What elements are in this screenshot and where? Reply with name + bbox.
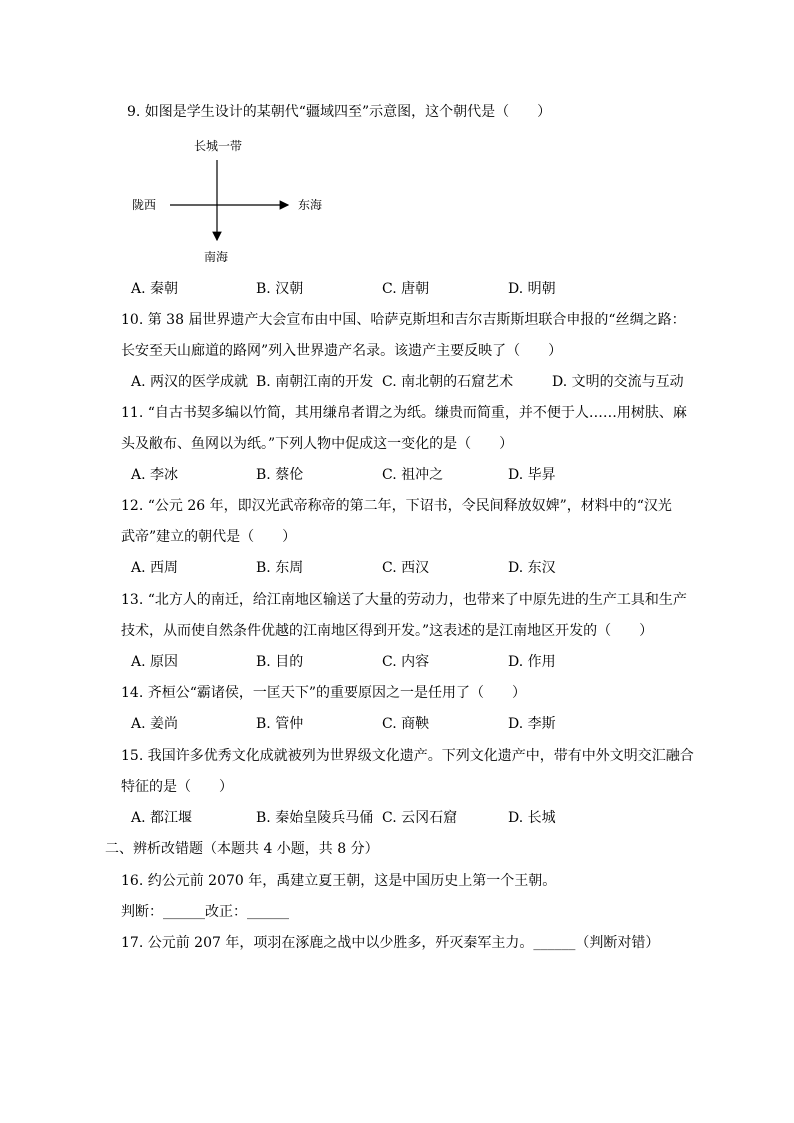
q12-stem-line1: 12. “公元 26 年，即汉光武帝称帝的第二年，下诏书，令民间释放奴婢”，材料中的“汉光 — [121, 498, 672, 514]
q13-option-b: B. 目的 — [256, 654, 304, 670]
q9-option-b: B. 汉朝 — [256, 281, 304, 297]
q13-stem-line1: 13. “北方人的南迁，给江南地区输送了大量的劳动力，也带来了中原先进的生产工具和生产 — [121, 592, 687, 608]
q12-stem-line2: 武帝”建立的朝代是（ ） — [121, 529, 297, 545]
q9-option-c: C. 唐朝 — [382, 281, 430, 297]
q9-option-a: A. 秦朝 — [131, 281, 179, 297]
q10-stem-line1: 10. 第 38 届世界遗产大会宣布由中国、哈萨克斯坦和吉尔吉斯斯坦联合申报的“丝绸之路： — [121, 312, 686, 328]
q16-stem: 16. 约公元前 2070 年，禹建立夏王朝，这是中国历史上第一个王朝。 — [121, 873, 557, 889]
q15-option-b: B. 秦始皇陵兵马俑 — [256, 810, 374, 826]
q14-option-d: D. 李斯 — [508, 716, 556, 732]
label-west: 陇西 — [132, 198, 157, 212]
q13-option-c: C. 内容 — [382, 654, 430, 670]
q9-option-d: D. 明朝 — [508, 281, 556, 297]
q14-option-a: A. 姜尚 — [131, 716, 179, 732]
label-east: 东海 — [298, 198, 323, 212]
q12-option-d: D. 东汉 — [508, 560, 556, 576]
q12-option-a: A. 西周 — [131, 560, 179, 576]
q11-stem-line1: 11. “自古书契多编以竹简，其用缣帛者谓之为纸。缣贵而简重，并不便于人……用树肤、麻 — [121, 405, 687, 421]
q15-stem-line2: 特征的是（ ） — [121, 779, 233, 795]
q12-option-b: B. 东周 — [256, 560, 304, 576]
label-north: 长城一带 — [194, 139, 243, 153]
direction-arrows — [0, 0, 794, 300]
q12-option-c: C. 西汉 — [382, 560, 430, 576]
q10-stem-line2: 长安至天山廊道的路网”列入世界遗产名录。该遗产主要反映了（ ） — [121, 343, 563, 359]
q15-option-c: C. 云冈石窟 — [382, 810, 458, 826]
q11-option-c: C. 祖冲之 — [382, 467, 444, 483]
q10-option-b: B. 南朝江南的开发 — [256, 374, 374, 390]
q11-option-d: D. 毕昇 — [508, 467, 556, 483]
q13-option-d: D. 作用 — [508, 654, 556, 670]
q15-option-d: D. 长城 — [508, 810, 556, 826]
q11-stem-line2: 头及敝布、鱼网以为纸。”下列人物中促成这一变化的是（ ） — [121, 436, 514, 452]
q10-option-d: D. 文明的交流与互动 — [552, 374, 684, 390]
q11-option-a: A. 李冰 — [131, 467, 179, 483]
q13-stem-line2: 技术，从而使自然条件优越的江南地区得到开发。”这表述的是江南地区开发的（ ） — [121, 623, 654, 639]
q15-stem-line1: 15. 我国许多优秀文化成就被列为世界级文化遗产。下列文化遗产中，带有中外文明交汇融合 — [121, 748, 694, 764]
q14-option-b: B. 管仲 — [256, 716, 304, 732]
q17-stem: 17. 公元前 207 年，项羽在涿鹿之战中以少胜多，歼灭秦军主力。______（判断对错） — [121, 935, 660, 951]
label-south: 南海 — [204, 250, 229, 264]
section-title: 二、辨析改错题（本题共 4 小题，共 8 分） — [105, 841, 379, 857]
q15-option-a: A. 都江堰 — [131, 810, 193, 826]
q16-answer-line: 判断：______改正：______ — [121, 904, 289, 920]
q14-stem: 14. 齐桓公“霸诸侯，一匡天下”的重要原因之一是任用了（ ） — [121, 685, 527, 701]
q10-option-a: A. 两汉的医学成就 — [131, 374, 249, 390]
q11-option-b: B. 蔡伦 — [256, 467, 304, 483]
q10-option-c: C. 南北朝的石窟艺术 — [382, 374, 514, 390]
q9-stem: 9. 如图是学生设计的某朝代“疆域四至”示意图，这个朝代是（ ） — [127, 104, 552, 120]
q13-option-a: A. 原因 — [131, 654, 179, 670]
q14-option-c: C. 商鞅 — [382, 716, 430, 732]
